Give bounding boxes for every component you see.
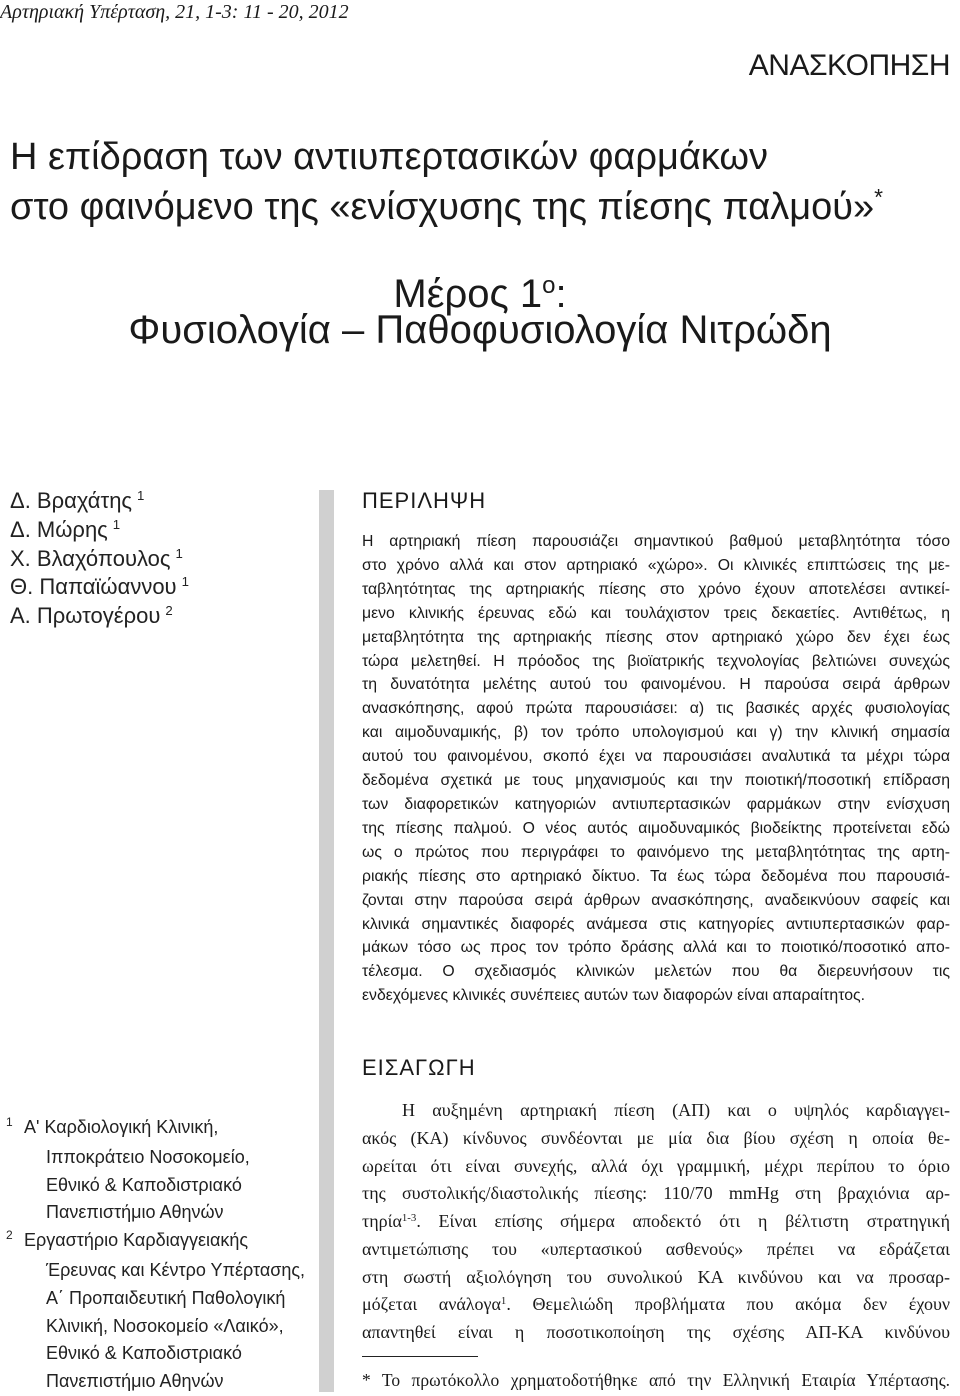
abstract-line: και αιμοδυναμικής, β) τον τρόπο υπολογισμού και γ) την κλινική σημασία [362, 724, 950, 742]
author [10, 602, 189, 631]
article-type-label: ΑΝΑΣΚΟΠΗΣΗ [748, 49, 950, 82]
abstract-line: δεδομένα σχετικά με τους μηχανισμούς και την ποιοτική/ποσοτική επίδραση [362, 772, 950, 790]
author [10, 487, 189, 516]
introduction-line-text: . Θεμελιώδη προβλήματα που ακόμα δεν έχουν [506, 1294, 951, 1315]
footnote-text: Το πρωτόκολλο χρηματοδοτήθηκε από την Ελληνική Εταιρία Υπέρτασης. [381, 1370, 950, 1390]
citation-reference: 1 [500, 1294, 507, 1307]
affiliation-line: Ιπποκράτειο Νοσοκομείο, [46, 1146, 250, 1167]
abstract-line: τώρα μελετηθεί. Η πρόοδος της βιοϊατρικής τεχνολογίας βελτιώνει συνεχώς [362, 652, 950, 670]
subtitle-part-colon: : [555, 272, 567, 316]
affiliation-line: Πανεπιστήμιο Αθηνών [46, 1371, 224, 1392]
abstract-heading: ΠΕΡΙΛΗΨΗ [362, 488, 487, 513]
abstract-line: ριακής πίεσης στο αρτηριακό δίκτυο. Τα έως τώρα δεδομένα που παρουσιά- [362, 867, 950, 885]
author-affiliation-mark: 1 [137, 488, 145, 504]
affiliation-number: 1 [6, 1115, 13, 1129]
author-affiliation-mark: 1 [112, 516, 121, 532]
affiliation-number: 2 [6, 1228, 13, 1243]
title-footnote-mark: * [874, 184, 884, 211]
affiliation-line: Α΄ Προπαιδευτική Παθολογική [46, 1287, 286, 1308]
author [10, 545, 189, 574]
abstract-line: των διαφορετικών κατηγοριών αντιυπερτασικών φαρμάκων στην ενίσχυση [362, 795, 950, 813]
affiliation-text: Α' Καρδιολογική Κλινική, [24, 1117, 219, 1137]
journal-citation: Αρτηριακή Υπέρταση, 21, 1-3: 11 - 20, 2012 [0, 1, 349, 23]
introduction-heading: ΕΙΣΑΓΩΓΗ [362, 1055, 476, 1080]
affiliation-line: Έρευνας και Κέντρο Υπέρτασης, [46, 1259, 306, 1280]
affiliation-line: Πανεπιστήμιο Αθηνών [46, 1202, 224, 1223]
author-name: Χ. Βλαχόπουλος [10, 545, 171, 571]
affiliation-line [0, 1227, 312, 1257]
title-line-1: Η επίδραση των αντιυπερτασικών φαρμάκων [10, 136, 769, 178]
author-name: Δ. Βραχάτης [10, 488, 133, 513]
affiliation-line: Εθνικό & Καποδιστριακό [46, 1343, 242, 1364]
citation-reference: 1-3 [401, 1211, 417, 1224]
abstract-line: μενο κλινικής έρευνας εδώ και τουλάχιστον τρεις δεκαετίες. Αντιθέτως, η [362, 604, 950, 622]
author-name: Θ. Παπαϊώαννου [10, 574, 177, 600]
author [10, 516, 189, 545]
title-line-2-text: στο φαινόμενο της «ενίσχυσης της πίεσης παλμού» [10, 186, 875, 228]
abstract-line: ανασκόπησης, αφού πρώτα παρουσιάσει: α) τις βασικές αρχές φυσιολογίας [362, 700, 950, 718]
author [10, 573, 189, 602]
abstract-line: ζονται στην παρούσα σειρά άρθρων ανασκόπησης, αναδεικνύουν σαφείς και [362, 891, 950, 909]
abstract-line: μάκων τόσο ως προς τον τρόπο δράσης αλλά και το ποιοτικό/ποσοτικό απο- [362, 939, 950, 957]
introduction-line-text: μόζεται ανάλογα [362, 1294, 501, 1315]
footnote-line [362, 1369, 950, 1391]
footnote-mark: * [362, 1370, 371, 1390]
author-affiliation-mark: 2 [165, 603, 173, 619]
abstract-line: ταβλητότητας της αρτηριακής πίεσης στο χρόνο έχουν αποτελέσει αντικεί- [362, 580, 950, 598]
introduction-line-text: τηρία [362, 1211, 402, 1231]
abstract-line: αυτού του φαινομένου, σκοπό έχει να παρουσιάσει αναλυτικά τα μέχρι τώρα [362, 748, 950, 766]
affiliation-line [0, 1114, 312, 1144]
footnote-separator [362, 1356, 478, 1357]
author-affiliation-mark: 1 [181, 574, 189, 590]
introduction-line: απαντηθεί είναι η ποσοτικοποίηση της σχέσης ΑΠ-ΚΑ κινδύνου [362, 1322, 950, 1342]
introduction-line: Η αυξημένη αρτηριακή πίεση (ΑΠ) και ο υψηλός καρδιαγγει- [402, 1100, 950, 1120]
introduction-line: αντιμετώπισης του «υπερτασικού ασθενούς» πρέπει να εδράζεται [362, 1238, 950, 1259]
title-line-2 [10, 183, 883, 231]
introduction-line: στη σωστή αξιολόγηση του συνολικού ΚΑ κινδύνου και να προσαρ- [362, 1266, 950, 1287]
author-list [10, 487, 189, 631]
affiliation-text: Εργαστήριο Καρδιαγγειακής [24, 1230, 249, 1251]
introduction-line: ωρείται ότι είναι συνεχής, αλλά όχι γραμμική, μέχρι περίπου το όριο [362, 1155, 950, 1176]
introduction-line: ακός (ΚΑ) κίνδυνος συνδέονται με μία δια βίου σχέση η οποία θε- [362, 1127, 950, 1148]
column-divider-bar [319, 490, 334, 1392]
abstract-body [362, 530, 950, 1008]
abstract-line: μεταβλητότητα της αρτηριακής πίεσης στον αρτηριακό χώρο δεν έχει έως [362, 628, 950, 646]
subtitle-part-text: Μέρος 1 [393, 272, 543, 316]
abstract-line: ως ο πρώτος που περιγράφει το φαινόμενο της μεταβλητότητας της αρτη- [362, 843, 950, 861]
author-name: Δ. Μώρης [10, 516, 108, 542]
affiliation-list [0, 1114, 312, 1396]
funding-footnote [362, 1369, 950, 1391]
introduction-line [362, 1208, 950, 1236]
subtitle-part-ordinal: ο [542, 271, 556, 299]
abstract-line: τέλεσμα. Ο σχεδιασμός κλινικών μελετών που θα διερευνήσουν τις [362, 963, 950, 981]
abstract-line: ενδεχόμενες κλινικές συνέπειες αυτών των διαφορών είναι απαραίτητος. [362, 987, 865, 1005]
introduction-line: της συστολικής/διαστολικής πίεσης: 110/70 mmHg στη βραχιόνια αρ- [362, 1183, 950, 1204]
abstract-line: κλινικά σημαντικές διαφορές ανάμεσα στις κατηγορίες αντιυπερτασικών φαρ- [362, 915, 950, 933]
introduction-line [362, 1291, 950, 1319]
author-name: Α. Πρωτογέρου [10, 603, 161, 628]
abstract-line: Η αρτηριακή πίεση παρουσιάζει σημαντικού βαθμού μεταβλητότητα τόσο [362, 533, 950, 550]
abstract-line: της πίεσης παλμού. Ο νέος αυτός αιμοδυναμικός βιοδείκτης προτείνεται εδώ [362, 819, 950, 837]
introduction-body [362, 1097, 950, 1347]
author-affiliation-mark: 1 [175, 545, 183, 561]
abstract-line: τη δυνατότητα μελέτης αυτού του φαινομένου. Η παρούσα σειρά άρθρων [362, 676, 950, 694]
affiliation-line: Κλινική, Νοσοκομείο «Λαικό», [46, 1315, 284, 1336]
affiliation-line: Εθνικό & Καποδιστριακό [46, 1174, 242, 1195]
abstract-line: στο χρόνο αλλά και στον αρτηριακό «χώρο». Οι κλινικές επιπτώσεις της με- [362, 556, 950, 574]
introduction-line-text: . Είναι επίσης σήμερα αποδεκτό ότι η βέλτιστη στρατηγική [416, 1211, 950, 1231]
subtitle-topic: Φυσιολογία – Παθοφυσιολογία Νιτρώδη [128, 308, 832, 352]
